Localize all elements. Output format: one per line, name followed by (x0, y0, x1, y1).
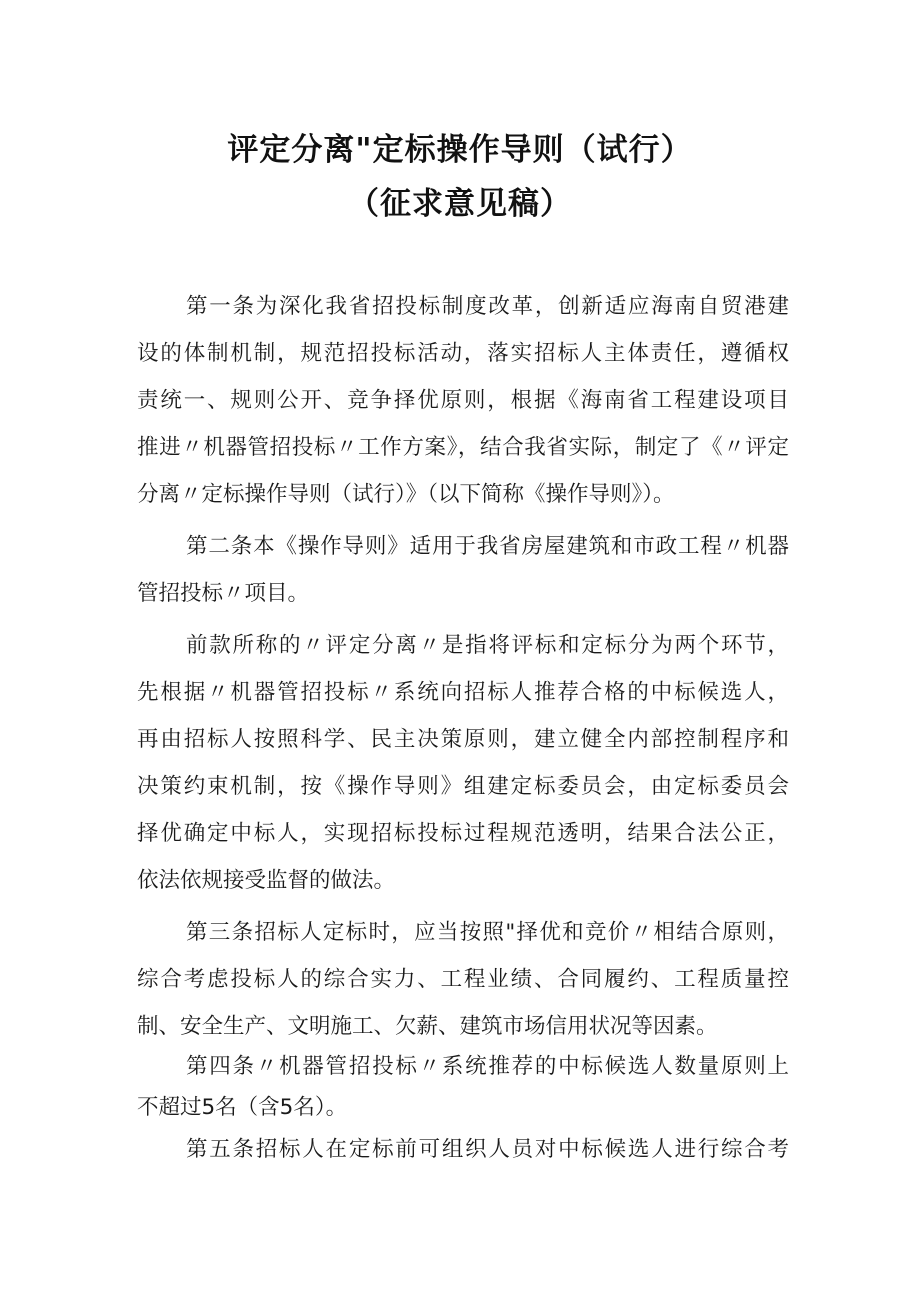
article-3-line: 第三条招标人定标时，应当按照"择优和竞价〃相结合原则， (186, 920, 789, 945)
definition-line: 决策约束机制，按《操作导则》组建定标委员会，由定标委员会 (137, 774, 789, 799)
article-3-line: 制、安全生产、文明施工、欠薪、建筑市场信用状况等因素。 (137, 1014, 718, 1039)
article-2-line: 第二条本《操作导则》适用于我省房屋建筑和市政工程〃机器 (186, 534, 789, 559)
article-5-line: 第五条招标人在定标前可组织人员对中标候选人进行综合考 (186, 1137, 789, 1162)
definition-line: 依法依规接受监督的做法。 (137, 868, 396, 893)
article-1-line: 推进〃机器管招投标〃工作方案》，结合我省实际，制定了《〃评定 (137, 435, 789, 460)
article-3-line: 综合考虑投标人的综合实力、工程业绩、合同履约、工程质量控 (137, 967, 789, 992)
document-title: 评定分离"定标操作导则（试行） (227, 132, 693, 168)
definition-line: 先根据〃机器管招投标〃系统向招标人推荐合格的中标候选人， (137, 680, 789, 705)
article-1-line: 第一条为深化我省招投标制度改革，创新适应海南自贸港建 (186, 294, 789, 319)
article-1-line: 责统一、规则公开、竞争择优原则，根据《海南省工程建设项目 (137, 388, 789, 413)
article-2-line: 管招投标〃项目。 (137, 581, 310, 606)
article-4-line: 不超过5名（含5名）。 (137, 1095, 348, 1120)
definition-line: 前款所称的〃评定分离〃是指将评标和定标分为两个环节， (186, 633, 789, 658)
article-1-line: 分离〃定标操作导则（试行）》（以下简称《操作导则》）。 (137, 482, 675, 507)
article-1-line: 设的体制机制，规范招投标活动，落实招标人主体责任，遵循权 (137, 341, 789, 366)
article-4-line: 第四条〃机器管招投标〃系统推荐的中标候选人数量原则上 (186, 1054, 789, 1079)
definition-line: 择优确定中标人，实现招标投标过程规范透明，结果合法公正， (137, 821, 789, 846)
definition-line: 再由招标人按照科学、民主决策原则，建立健全内部控制程序和 (137, 727, 789, 752)
document-subtitle: （征求意见稿） (348, 186, 572, 222)
